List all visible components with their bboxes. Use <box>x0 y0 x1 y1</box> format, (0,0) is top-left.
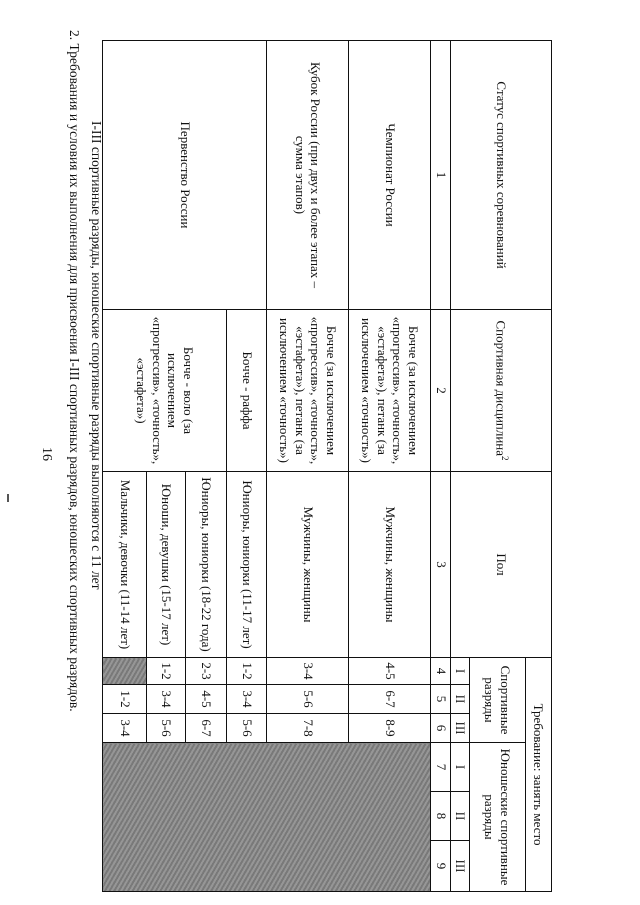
place-cell: 5-6 <box>267 685 349 714</box>
rank-roman: III <box>451 841 470 892</box>
place-cell-shaded <box>103 658 147 685</box>
place-cell: 2-3 <box>186 658 227 685</box>
header-status: Статус спортивных соревнований <box>451 41 552 310</box>
place-cell: 3-4 <box>267 658 349 685</box>
gender-cell: Юноши, девушки (15-17 лет) <box>147 472 186 658</box>
place-cell: 4-5 <box>186 685 227 714</box>
place-cell: 5-6 <box>147 714 186 743</box>
status-cell: Первенство России <box>103 41 267 310</box>
section-heading: 2. Требования и условия их выполнения для присвоения I-III спортивных разрядов, юношеских спортивных разрядов. <box>67 30 82 712</box>
place-cell: 6-7 <box>186 714 227 743</box>
header-sport-ranks: Спортивные разряды <box>470 658 526 743</box>
gender-cell: Мужчины, женщины <box>267 472 349 658</box>
column-number: 3 <box>431 472 451 658</box>
column-number: 9 <box>431 841 451 892</box>
rank-roman: I <box>451 658 470 685</box>
rank-roman: I <box>451 743 470 792</box>
header-gender: Пол <box>451 472 552 658</box>
gender-cell: Юниоры, юниорки (11-17 лет) <box>227 472 267 658</box>
place-cell: 3-4 <box>227 685 267 714</box>
table-row <box>349 41 431 892</box>
gender-cell: Мужчины, женщины <box>349 472 431 658</box>
youth-ranks-shaded <box>103 743 431 892</box>
place-cell: 7-8 <box>267 714 349 743</box>
header-requirement: Требование: занять место <box>526 658 552 892</box>
place-cell: 8-9 <box>349 714 431 743</box>
column-number: 8 <box>431 792 451 841</box>
column-number: 1 <box>431 41 451 310</box>
scan-mark <box>7 494 9 502</box>
requirements-table <box>102 40 552 892</box>
section-subheading: I-III спортивные разряды, юношеские спортивные разряды выполняются с 11 лет <box>89 121 104 590</box>
rank-roman: III <box>451 714 470 743</box>
place-cell: 5-6 <box>227 714 267 743</box>
column-number: 5 <box>431 685 451 714</box>
discipline-cell: Бочче - воло (за исключением «прогрессив», «точность», «эстафета») <box>103 310 227 472</box>
column-number: 6 <box>431 714 451 743</box>
place-cell: 3-4 <box>147 685 186 714</box>
rank-roman: II <box>451 792 470 841</box>
column-number: 7 <box>431 743 451 792</box>
header-discipline: Спортивная дисциплина$^2$ <box>451 310 552 472</box>
column-number: 2 <box>431 310 451 472</box>
place-cell: 3-4 <box>103 714 147 743</box>
place-cell: 1-2 <box>103 685 147 714</box>
place-cell: 4-5 <box>349 658 431 685</box>
discipline-cell: Бочче (за исключением «прогрессив», «точность», «эстафета»), петанк (за исключением «точность») <box>349 310 431 472</box>
status-cell: Чемпионат России <box>349 41 431 310</box>
discipline-cell: Бочче - раффа <box>227 310 267 472</box>
header-youth-ranks: Юношеские спортивные разряды <box>470 743 526 892</box>
place-cell: 1-2 <box>147 658 186 685</box>
gender-cell: Мальчики, девочки (11-14 лет) <box>103 472 147 658</box>
place-cell: 1-2 <box>227 658 267 685</box>
place-cell: 6-7 <box>349 685 431 714</box>
status-cell: Кубок России (при двух и более этапах – сумма этапов) <box>267 41 349 310</box>
gender-cell: Юниоры, юниорки (18-22 года) <box>186 472 227 658</box>
page-number: 16 <box>39 447 54 461</box>
rank-roman: II <box>451 685 470 714</box>
discipline-cell: Бочче (за исключением «прогрессив», «точность», «эстафета»), петанк (за исключением «точность») <box>267 310 349 472</box>
column-number: 4 <box>431 658 451 685</box>
